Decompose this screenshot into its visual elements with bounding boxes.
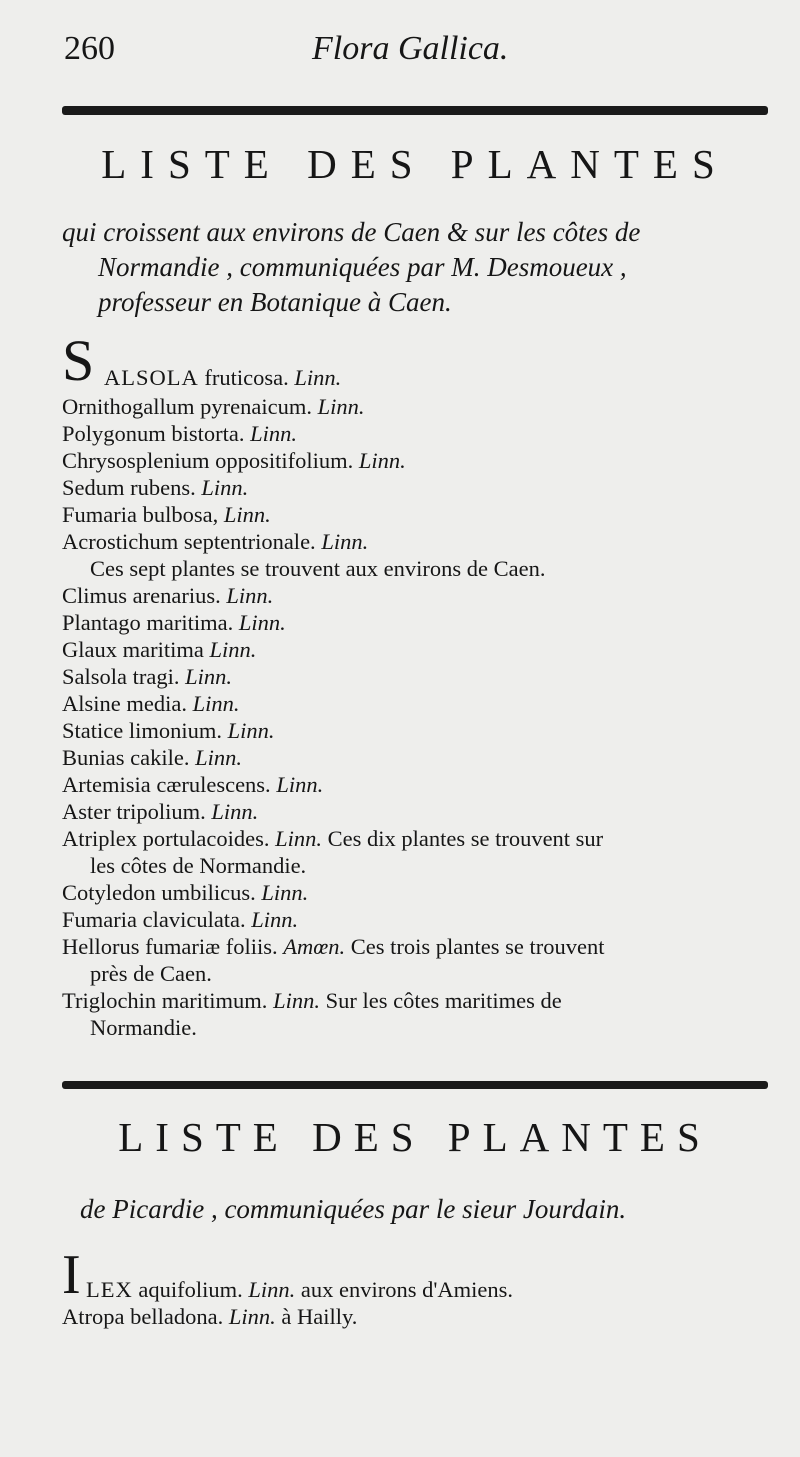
location-note: aux environs d'Amiens. [295, 1277, 514, 1302]
plant-name: Sedum rubens. [62, 475, 196, 500]
list-item [62, 987, 772, 1014]
group-note: Sur les côtes maritimes de [319, 988, 562, 1013]
authority: Linn. [251, 907, 299, 932]
page-number: 260 [64, 30, 115, 67]
list-item [62, 663, 772, 690]
list-item [62, 447, 772, 474]
plant-name: Aster tripolium. [62, 799, 206, 824]
plant-name: Cotyledon umbilicus. [62, 880, 256, 905]
list-item [62, 771, 772, 798]
group-note: Ces trois plantes se trouvent [345, 934, 605, 959]
authority: Linn. [201, 475, 249, 500]
authority: Linn. [317, 394, 365, 419]
list-item [62, 636, 772, 663]
plant-name: Hellorus fumariæ foliis. [62, 934, 278, 959]
plant-name: Ornithogallum pyrenaicum. [62, 394, 312, 419]
running-title: Flora Gallica. [312, 30, 509, 67]
list-item [62, 609, 772, 636]
authority: Linn. [209, 637, 257, 662]
plant-name: Bunias cakile. [62, 745, 190, 770]
authority: Linn. [261, 880, 309, 905]
list-item [62, 717, 772, 744]
drop-cap: S [62, 328, 95, 393]
authority: Linn. [273, 988, 320, 1013]
authority: Linn. [185, 664, 232, 689]
authority: Amœn. [283, 934, 346, 959]
section-subtitle-picardie: de Picardie , communiquées par le sieur Jourdain. [80, 1194, 627, 1224]
plant-name: Chrysosplenium oppositifolium. [62, 448, 354, 473]
group-note: Ces sept plantes se trouvent aux environs de Caen. [90, 556, 546, 581]
plant-name: Polygonum bistorta. [62, 421, 245, 446]
subtitle-line: qui croissent aux environs de Caen & sur les côtes de [62, 217, 641, 247]
plant-name: Statice limonium. [62, 718, 222, 743]
list-item [62, 393, 772, 420]
plant-name: Fumaria bulbosa, [62, 502, 219, 527]
first-entry-text [104, 365, 341, 391]
list-item [62, 474, 772, 501]
authority: Linn. [192, 691, 240, 716]
authority: Linn. [275, 826, 322, 851]
section-title-picardie: LISTE DES PLANTES [118, 1114, 712, 1160]
authority: Linn. [223, 502, 271, 527]
plant-name: Artemisia cærulescens. [62, 772, 271, 797]
list-item [62, 906, 772, 933]
list-item [62, 933, 772, 960]
list-item [62, 879, 772, 906]
plant-name: fruticosa. [198, 365, 289, 390]
list-item [62, 825, 772, 852]
plant-list-picardie [62, 1244, 772, 1330]
authority: Linn. [250, 421, 298, 446]
note-continuation: les côtes de Normandie. [90, 853, 307, 878]
small-caps-text: LEX [86, 1277, 133, 1302]
section-title-caen: LISTE DES PLANTES [101, 141, 729, 187]
authority: Linn. [211, 799, 259, 824]
authority: Linn. [358, 448, 406, 473]
authority: Linn. [248, 1277, 296, 1302]
subtitle-line: Normandie , communiquées par M. Desmoueux , [98, 252, 627, 282]
authority: Linn. [276, 772, 324, 797]
note-continuation: Normandie. [90, 1015, 197, 1040]
plant-name: Acrostichum septentrionale. [62, 529, 316, 554]
drop-cap: I [62, 1244, 81, 1306]
header-rule [62, 106, 768, 115]
plant-name: Glaux maritima [62, 637, 204, 662]
plant-name: Plantago maritima. [62, 610, 234, 635]
list-item [62, 582, 772, 609]
list-item [62, 1244, 772, 1306]
plant-name: Atriplex portulacoides. [62, 826, 270, 851]
list-item [62, 798, 772, 825]
authority: Linn. [227, 718, 275, 743]
authority: Linn. [238, 610, 286, 635]
small-caps-text: ALSOLA [104, 365, 199, 390]
page-header [64, 30, 534, 80]
group-note: Ces dix plantes se trouvent sur [321, 826, 604, 851]
location-note: à Hailly. [275, 1304, 358, 1329]
list-item [62, 501, 772, 528]
plant-name: Salsola tragi. [62, 664, 180, 689]
plant-list-caen [62, 328, 772, 1041]
authority: Linn. [195, 745, 242, 770]
authority: Linn. [294, 365, 342, 390]
list-item [62, 420, 772, 447]
list-item [62, 690, 772, 717]
plant-name: Climus arenarius. [62, 583, 221, 608]
list-item [62, 328, 772, 393]
list-item [62, 528, 772, 555]
plant-name: Triglochin maritimum. [62, 988, 268, 1013]
authority: Linn. [228, 1304, 276, 1329]
first-entry-text [86, 1277, 513, 1303]
subtitle-line: professeur en Botanique à Caen. [98, 287, 452, 317]
section-rule [62, 1081, 768, 1089]
list-item [62, 744, 772, 771]
section-subtitle-caen [62, 215, 772, 320]
list-item [62, 1303, 772, 1330]
plant-name: Atropa belladona. [62, 1304, 224, 1329]
note-continuation: près de Caen. [90, 961, 212, 986]
authority: Linn. [321, 529, 369, 554]
plant-name: aquifolium. [132, 1277, 243, 1302]
plant-name: Fumaria claviculata. [62, 907, 246, 932]
plant-name: Alsine media. [62, 691, 187, 716]
authority: Linn. [226, 583, 274, 608]
